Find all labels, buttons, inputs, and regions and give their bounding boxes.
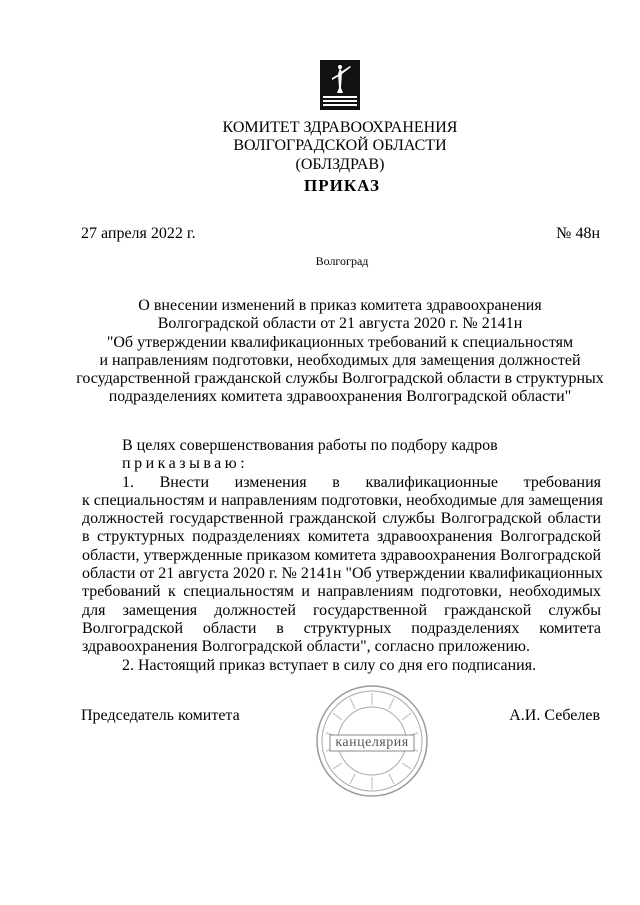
document-type: ПРИКАЗ <box>304 176 380 195</box>
intro-paragraph: В целях совершенствования работы по подбору кадров <box>122 437 498 454</box>
subject-line: государственной гражданской службы Волгоградской области в структурных <box>76 370 604 388</box>
subject-line: подразделениях комитета здравоохранения Волгоградской области" <box>108 388 572 406</box>
org-abbreviation: (ОБЛЗДРАВ) <box>295 156 385 173</box>
subject-line: "Об утверждении квалификационных требований к специальностям <box>106 333 574 351</box>
item1-line: к специальностям и направлениям подготовки, необходимые для замещения <box>82 491 603 509</box>
subject-line: Волгоградской области от 21 августа 2020 г. № 2141н <box>157 315 523 333</box>
item1-line: 1. Внести изменения в квалификационные требования <box>122 473 601 491</box>
order-word: приказываю: <box>122 455 249 473</box>
org-name-line2: ВОЛГОГРАДСКОЙ ОБЛАСТИ <box>233 137 447 154</box>
item1-line: области, утвержденные приказом комитета здравоохранения Волгоградской <box>82 546 601 564</box>
item1-line: Волгоградской области в структурных подразделениях комитета <box>82 619 601 637</box>
item2-paragraph: 2. Настоящий приказ вступает в силу со дня его подписания. <box>122 656 537 674</box>
document-date: 27 апреля 2022 г. <box>81 225 196 242</box>
document-body <box>82 437 601 675</box>
document-city: Волгоград <box>315 254 369 268</box>
volgograd-emblem-icon <box>320 60 360 110</box>
stamp-center-text: канцелярия <box>335 735 409 750</box>
item1-line: требований к специальностям и направлениям подготовки, необходимых <box>82 583 601 601</box>
subject-line: О внесении изменений в приказ комитета здравоохранения <box>138 297 542 314</box>
subject-line: и направлениям подготовки, необходимых для замещения должностей <box>99 351 581 369</box>
item1-line: для замещения должностей государственной гражданской службы <box>82 601 601 619</box>
item1-last-line: здравоохранения Волгоградской области", согласно приложению. <box>82 638 530 656</box>
signer-position: Председатель комитета <box>81 707 240 724</box>
item1-line: в структурных подразделениях комитета здравоохранения Волгоградской <box>82 528 601 546</box>
item1-line: области от 21 августа 2020 г. № 2141н "Об утверждении квалификационных <box>82 565 603 583</box>
document-number: № 48н <box>556 225 600 242</box>
signer-name: А.И. Себелев <box>509 707 600 724</box>
org-name-line1: КОМИТЕТ ЗДРАВООХРАНЕНИЯ <box>222 119 458 136</box>
item1-line: должностей государственной гражданской службы Волгоградской области <box>82 510 601 528</box>
document-subject <box>70 297 610 407</box>
